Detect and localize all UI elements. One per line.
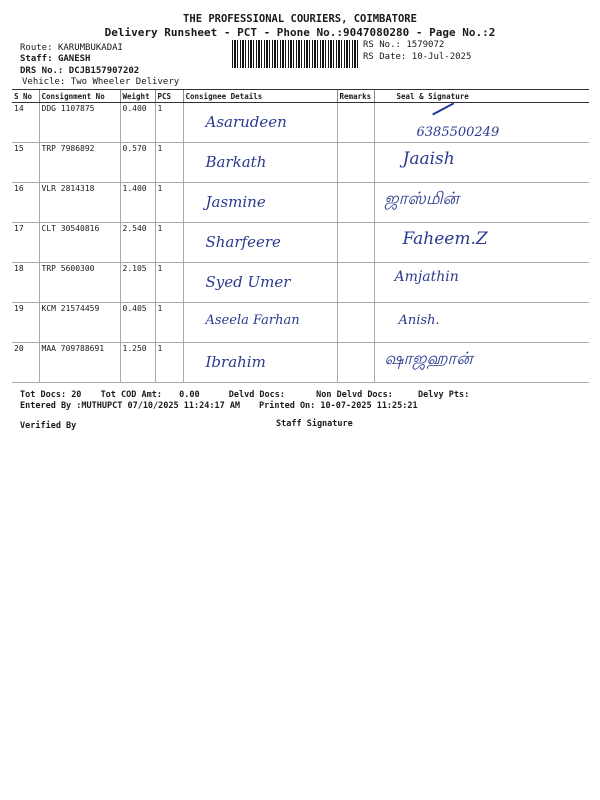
consignee-handwritten: Aseela Farhan: [205, 313, 300, 328]
table-row: [12, 263, 589, 303]
barcode: [232, 40, 358, 68]
pcs: 1: [155, 103, 183, 143]
signature-handwritten: Jaaish: [402, 149, 455, 169]
drs-label: DRS No.:: [20, 66, 64, 76]
consignment-no: DDG 1107875: [39, 103, 120, 143]
route-label: Route:: [20, 43, 53, 53]
rs-no-line: [363, 40, 444, 50]
col-remarks: Remarks: [337, 90, 374, 103]
staff-value: GANESH: [57, 54, 91, 64]
consignee-handwritten: Jasmine: [205, 193, 266, 211]
delvd-docs-label: Delvd Docs:: [228, 390, 286, 400]
consignee-cell: [183, 223, 337, 263]
route-value: KARUMBUKADAI: [57, 43, 123, 53]
consignment-no: TRP 5600300: [39, 263, 120, 303]
table-row: [12, 103, 589, 143]
pcs: 1: [155, 183, 183, 223]
weight: 1.400: [120, 183, 155, 223]
consignment-no: MAA 709788691: [39, 343, 120, 383]
tot-cod-label: Tot COD Amt:: [100, 390, 162, 400]
col-pcs: PCS: [155, 90, 183, 103]
table-row: [12, 343, 589, 383]
sno: 18: [12, 263, 39, 303]
consignee-handwritten: Sharfeere: [205, 233, 281, 251]
consignment-no: TRP 7986892: [39, 143, 120, 183]
col-seal-signature: Seal & Signature: [374, 90, 589, 103]
staff-line: [20, 54, 90, 64]
delvy-pts-label: Delvy Pts:: [418, 390, 470, 400]
weight: 0.570: [120, 143, 155, 183]
pcs: 1: [155, 303, 183, 343]
totals-line: [20, 390, 580, 400]
consignee-handwritten: Asarudeen: [205, 113, 287, 131]
signature-cell: [374, 263, 589, 303]
sno: 14: [12, 103, 39, 143]
staff-signature: Staff Signature: [276, 419, 353, 429]
staff-label: Staff:: [20, 54, 53, 64]
consignment-no: VLR 2814318: [39, 183, 120, 223]
sno: 20: [12, 343, 39, 383]
rs-no-label: RS No.:: [363, 40, 401, 50]
rs-date-line: [363, 52, 471, 62]
col-consignment-no: Consignment No: [39, 90, 120, 103]
vehicle-line: [22, 77, 179, 87]
signature-cell: [374, 303, 589, 343]
table-row: [12, 143, 589, 183]
table-row: [12, 183, 589, 223]
sno: 15: [12, 143, 39, 183]
consignee-cell: [183, 183, 337, 223]
signature-cell: [374, 223, 589, 263]
pcs: 1: [155, 143, 183, 183]
weight: 0.400: [120, 103, 155, 143]
signature-cell: [374, 143, 589, 183]
col-consignee-details: Consignee Details: [183, 90, 337, 103]
vehicle-value: Two Wheeler Delivery: [70, 77, 180, 87]
sno: 19: [12, 303, 39, 343]
remarks: [337, 103, 374, 143]
signature-handwritten: Amjathin: [394, 269, 459, 285]
printed-on: Printed On: 10-07-2025 11:25:21: [259, 401, 418, 411]
consignment-no: CLT 30540816: [39, 223, 120, 263]
route-line: [20, 43, 123, 53]
tot-cod-value: 0.00: [179, 390, 200, 400]
remarks: [337, 343, 374, 383]
company-name: THE PROFESSIONAL COURIERS, COIMBATORE: [183, 13, 417, 25]
consignee-handwritten: Ibrahim: [205, 353, 266, 371]
consignment-no: KCM 21574459: [39, 303, 120, 343]
signature-handwritten: Anish.: [398, 313, 440, 328]
sno: 17: [12, 223, 39, 263]
runsheet-title: Delivery Runsheet - PCT - Phone No.:9047080280 - Page No.:2: [104, 26, 496, 39]
col-sno: S No: [12, 90, 39, 103]
vehicle-label: Vehicle:: [22, 77, 66, 87]
table-row: [12, 303, 589, 343]
rs-no-value: 1579072: [406, 40, 445, 50]
remarks: [337, 183, 374, 223]
runsheet-table: [12, 89, 589, 383]
consignee-handwritten: Syed Umer: [205, 273, 291, 291]
rs-date-value: 10-Jul-2025: [411, 52, 472, 62]
weight: 0.405: [120, 303, 155, 343]
consignee-cell: [183, 343, 337, 383]
drs-value: DCJB157907202: [68, 66, 140, 76]
signature-handwritten: ஜாஸ்மின்: [384, 189, 460, 209]
table-header-row: [12, 90, 589, 103]
weight: 1.250: [120, 343, 155, 383]
rs-date-label: RS Date:: [363, 52, 407, 62]
drs-line: [20, 66, 139, 76]
tot-docs-value: 20: [71, 390, 82, 400]
verified-by: Verified By: [20, 421, 77, 431]
consignee-cell: [183, 103, 337, 143]
col-weight: Weight: [120, 90, 155, 103]
tot-docs-label: Tot Docs:: [20, 390, 67, 400]
table-row: [12, 223, 589, 263]
signature-handwritten: 6385500249: [416, 125, 500, 140]
consignee-cell: [183, 303, 337, 343]
remarks: [337, 303, 374, 343]
weight: 2.105: [120, 263, 155, 303]
entered-by: Entered By :MUTHUPCT 07/10/2025 11:24:17 AM: [20, 401, 241, 411]
sno: 16: [12, 183, 39, 223]
consignee-cell: [183, 143, 337, 183]
weight: 2.540: [120, 223, 155, 263]
signature-handwritten: ஷாஜஹான்: [384, 349, 473, 369]
pcs: 1: [155, 263, 183, 303]
remarks: [337, 263, 374, 303]
pcs: 1: [155, 223, 183, 263]
non-delvd-docs-label: Non Delvd Docs:: [316, 390, 393, 400]
remarks: [337, 223, 374, 263]
signature-handwritten: Faheem.Z: [402, 229, 488, 249]
remarks: [337, 143, 374, 183]
signature-cell: [374, 103, 589, 143]
signature-cell: [374, 183, 589, 223]
signature-cell: [374, 343, 589, 383]
pcs: 1: [155, 343, 183, 383]
consignee-cell: [183, 263, 337, 303]
consignee-handwritten: Barkath: [205, 153, 267, 171]
